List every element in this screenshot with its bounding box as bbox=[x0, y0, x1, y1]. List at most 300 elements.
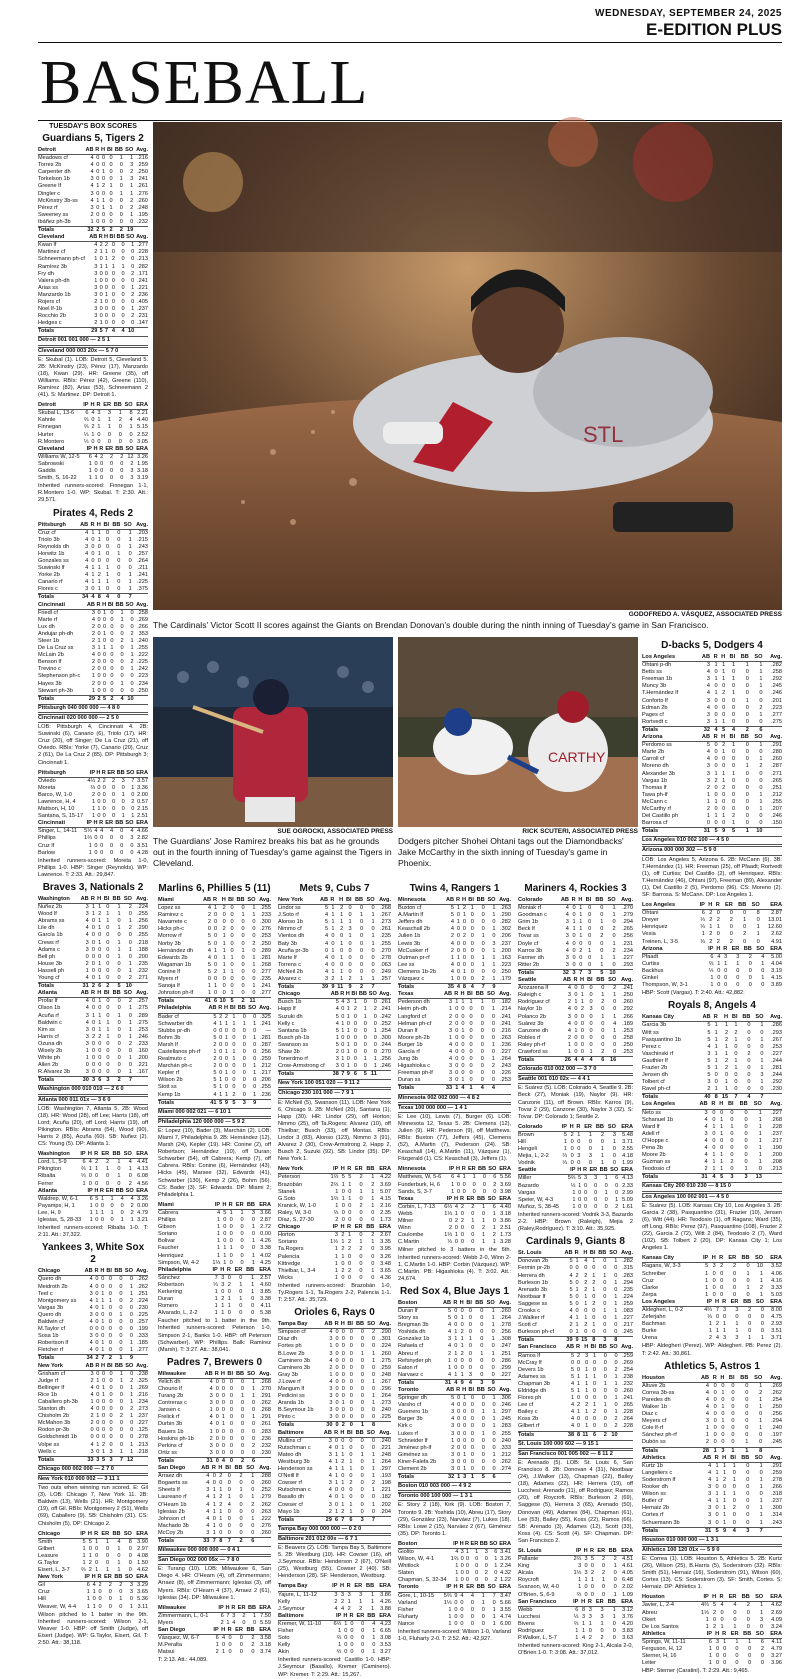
pitcher-row: Finnegan ⅔ 2 1 1 0 1 5.15 bbox=[38, 424, 148, 431]
batter-row: Horwitz 1b 4 0 1 0 1 0 .257 bbox=[38, 550, 148, 557]
batter-row: Judge rf 2 1 0 0 1 2 .325 bbox=[38, 1377, 148, 1384]
batter-row: Jiménez ph-lf 2 0 0 0 0 0 .333 bbox=[398, 1444, 511, 1451]
batter-row: McCoy 2b 3 1 0 0 0 0 .260 bbox=[158, 1529, 271, 1536]
batter-row: Robertson lf 4 0 1 0 0 1 .185 bbox=[38, 1340, 148, 1347]
batter-row: Edman 2b 4 0 0 0 0 2 .223 bbox=[642, 704, 782, 711]
pitcher-row: Cruz lf 1 0 0 0 0 0 3.51 bbox=[38, 842, 148, 849]
batter-row: Fortes ph 1 0 0 0 0 0 .224 bbox=[278, 1343, 391, 1350]
pitching-table-away bbox=[38, 1151, 148, 1187]
totals-row: Totals 28 1 3 1 1 8 bbox=[642, 1447, 782, 1455]
pitcher-row: Phillips 1 0 0 0 0 2.87 bbox=[158, 1217, 271, 1224]
box-score-g12 bbox=[518, 1236, 633, 1657]
batter-row: Cole lf-rf 1 0 0 0 0 1 .240 bbox=[642, 1425, 782, 1432]
batter-row: Helman ph-cf 2 0 0 0 0 0 .241 bbox=[398, 1020, 511, 1027]
pitcher-row: Soto ⅔ 0 0 0 1 3.08 bbox=[278, 1635, 391, 1642]
pitching-header: Colorado IP H R ER BB SO ERA bbox=[518, 1123, 633, 1130]
pitching-header: New York IP H R ER BB ERA bbox=[278, 1166, 391, 1173]
pitcher-row: Varland 1⅓ 0 0 0 1 0 5.66 bbox=[398, 1599, 511, 1606]
pitcher-row: Webb 1⅓ 1 0 0 0 1 3.18 bbox=[398, 1210, 511, 1217]
pitcher-row: Oviedo 4⅓ 2 2 2 3 7 3.57 bbox=[38, 777, 148, 784]
pitcher-row: Faucher 1 1 1 0 0 3.38 bbox=[158, 1245, 271, 1252]
batter-row: Quero dh 3 0 0 0 1 0 .225 bbox=[38, 1311, 148, 1318]
batting-table-away bbox=[398, 1300, 511, 1387]
batting-table-away bbox=[398, 897, 511, 991]
pitcher-row: Pfaadt 6 4 3 3 2 4 5.00 bbox=[642, 953, 782, 960]
pitcher-row: Ginkel 1 0 0 0 0 1 4.15 bbox=[642, 975, 782, 982]
batter-row: Baldwin cf 4 0 1 0 0 0 .257 bbox=[38, 1318, 148, 1325]
batter-row: Rortvedt c 3 1 1 0 0 0 .275 bbox=[642, 718, 782, 725]
pitcher-row: Fisher 1 0 0 0 0 1 3.55 bbox=[398, 1606, 511, 1613]
game-notes: LOB: Washington 7, Atlanta 5. 2B: Wood (18). HR: Wood (28), off Lee; Harris (18), off Lord; Acuña (20), off Lord; Harris (19), off Pikington. RBIs: Abrams (54), Wood (90), Harris 2 (85), Acuña (60). SB: Nuñez (2). CS: Young (5). DP: Atlanta 1. bbox=[38, 1105, 148, 1148]
totals-row: Totals 35 4 8 4 7 9 bbox=[398, 984, 511, 992]
pitcher-row: Clarke 1 0 0 0 1 2 3.33 bbox=[642, 1284, 782, 1291]
batter-row: Diaz c 4 0 0 0 0 0 .256 bbox=[642, 1411, 782, 1418]
batter-row: Edwards 2b 4 0 1 1 0 1 .281 bbox=[158, 954, 271, 961]
game-headline: Braves 3, Nationals 2 bbox=[42, 882, 144, 893]
batter-row: Stott ss 5 1 0 0 0 0 .255 bbox=[158, 1084, 271, 1091]
batter-row: Perdomo ss 5 0 2 1 0 1 .291 bbox=[642, 742, 782, 749]
batter-row: Harris cf 3 2 2 1 0 1 .246 bbox=[38, 1033, 148, 1040]
batter-row: Rutschman c 4 0 1 0 0 0 .221 bbox=[278, 1444, 391, 1451]
batter-row: Gilbert rf 4 0 1 0 0 2 .228 bbox=[518, 1423, 633, 1430]
batter-row: B.Lowe 2b 3 0 0 0 1 1 .260 bbox=[278, 1350, 391, 1357]
game-headline: Red Sox 4, Blue Jays 1 bbox=[400, 1285, 509, 1297]
pitching-table-home bbox=[642, 1299, 782, 1343]
batter-row: Alexander 3b 3 1 1 1 0 0 .271 bbox=[642, 770, 782, 777]
left-photo bbox=[153, 637, 393, 827]
pitcher-row: Myers 2 1 4 0 0 5.59 bbox=[158, 1619, 271, 1626]
pitching-table-home bbox=[278, 1613, 391, 1657]
batter-row: Ibáñez ph-3b 1 0 0 0 0 0 .232 bbox=[38, 218, 148, 225]
game-headline: Marlins 6, Phillies 5 (11) bbox=[158, 883, 271, 894]
batter-row: Devers 1b 5 0 1 0 0 2 .254 bbox=[518, 1366, 633, 1373]
batter-row: Durbin 3b 4 0 1 0 0 0 .261 bbox=[158, 1421, 271, 1428]
totals-row: Totals 33 3 5 3 7 12 bbox=[38, 1456, 148, 1464]
batter-row: House 3b 2 0 1 0 0 1 .235 bbox=[38, 960, 148, 967]
batter-row: Raleigh c 3 0 1 0 1 1 .250 bbox=[518, 992, 633, 999]
pitcher-row: Phillips 1⅔ 0 0 0 0 3 2.82 bbox=[38, 835, 148, 842]
pitching-header: Pittsburgh IP H R ER BB SO ERA bbox=[38, 769, 148, 776]
batter-row: García rf 4 0 0 0 0 0 .227 bbox=[398, 1048, 511, 1055]
box-score-g13 bbox=[642, 640, 782, 997]
batter-row: Bauers 1b 1 0 0 0 0 0 .283 bbox=[158, 1428, 271, 1435]
pitcher-row: Vásquez, W, 6-7 6 4 0 0 2 3.58 bbox=[158, 1635, 271, 1642]
batter-row: Teodosio cf 2 1 1 0 1 0 .213 bbox=[642, 1166, 782, 1173]
batter-row: Outman pr-rf 1 1 0 0 1 1 .163 bbox=[398, 954, 511, 961]
pitching-table-away bbox=[642, 902, 782, 946]
pitching-header: Toronto IP H R ER BB SO ERA bbox=[398, 1584, 511, 1591]
batting-header: Kansas City AB R H BI BB SO Avg. bbox=[642, 1014, 782, 1021]
batter-row: Polanco 2b 3 0 0 0 1 1 .266 bbox=[518, 1013, 633, 1020]
game-extra-notes: Inherited runners-scored: Castillo 1-0. HBP: J.Seymour (Basallo), Kremer (Caminero). WP: Kremer. T: 2:29. Att.: 15,267. bbox=[278, 1657, 391, 1678]
batter-row: Stephenson ph-c 1 0 0 0 0 0 .223 bbox=[38, 673, 148, 680]
edition-date: WEDNESDAY, SEPTEMBER 24, 2025 bbox=[595, 8, 782, 19]
totals-row: Totals 39 9 15 8 3 8 bbox=[518, 1337, 633, 1345]
batter-row: Langford cf 2 0 0 0 0 0 .241 bbox=[398, 1013, 511, 1020]
pitcher-row: Skubal L, 13-6 6 4 3 3 1 8 2.21 bbox=[38, 410, 148, 417]
batter-row: Montgomery ss 4 1 1 1 0 2 .224 bbox=[38, 1297, 148, 1304]
batter-row: Hicks ph-c 0 0 2 0 0 0 .276 bbox=[158, 926, 271, 933]
game-notes: E: Correa (1). LOB: Houston 5, Athletics 5. 2B: Kurtz (26), Wilson (25), B.Harris (5), Soderstrom (32). RBIs: Smith (51), Hernaiz (16), Soderstrom (91), Wilson (60), Cortes (13). CS: Soderstrom (3). SF: Smith, Cortes. S: Hernaiz. DP: Athletics 1. bbox=[642, 1555, 782, 1591]
batter-row: Morrow rf 5 0 1 0 0 0 .253 bbox=[158, 933, 271, 940]
batter-row: Valera ph-dh 1 0 0 0 0 0 .241 bbox=[38, 277, 148, 284]
pitcher-row: Fluharty 1 0 0 0 0 1 4.74 bbox=[398, 1613, 511, 1620]
batter-row: Nuñez 2b 3 1 1 0 1 2 .224 bbox=[38, 904, 148, 911]
batter-row: Allen 2b 0 0 0 0 0 0 .221 bbox=[38, 1062, 148, 1069]
pitcher-row: Giolito 4 3 1 1 3 6 3.41 bbox=[398, 1548, 511, 1555]
batter-row: Higashioka c 3 0 0 0 0 2 .243 bbox=[398, 1063, 511, 1070]
totals-row: Totals 29 2 5 2 4 10 bbox=[38, 695, 148, 703]
box-score-g2 bbox=[38, 508, 148, 880]
right-photo-image bbox=[398, 637, 638, 827]
batter-row: Crow-Armstrong cf 3 0 1 0 0 1 .246 bbox=[278, 1063, 391, 1070]
batter-row: Story ss 5 0 1 0 0 1 .264 bbox=[398, 1315, 511, 1322]
batter-row: Freeman 1b 3 1 1 1 0 1 .292 bbox=[642, 676, 782, 683]
batter-row: Hayes 3b 2 0 0 0 1 0 .234 bbox=[38, 680, 148, 687]
batter-row: Rutschman c 4 0 0 0 0 1 .221 bbox=[278, 1487, 391, 1494]
totals-row: Totals 29 6 7 6 3 7 bbox=[278, 1516, 391, 1524]
batter-row: Moreno dh 3 0 0 0 1 2 .287 bbox=[642, 763, 782, 770]
batter-row: Nootbaar lf 5 0 1 0 0 1 .224 bbox=[518, 1293, 633, 1300]
pitcher-row: P.Walker, L, 5-7 1 4 2 2 0 3.63 bbox=[518, 1635, 633, 1642]
pitcher-row: Miller 5⅔ 5 3 3 1 6 4.13 bbox=[518, 1175, 633, 1182]
pitching-header: Cleveland IP H R ER BB SO ERA bbox=[38, 445, 148, 452]
game-headline: Mariners 4, Rockies 3 bbox=[524, 883, 627, 894]
batter-row: Marchán ph-c 2 0 0 0 0 1 .212 bbox=[158, 1063, 271, 1070]
pitcher-row: Ta.Rogers 1 2 2 2 0 3.95 bbox=[278, 1246, 391, 1253]
batting-table-away bbox=[158, 1371, 271, 1465]
pitcher-row: Pikington ⅔ 1 1 1 0 1 4.13 bbox=[38, 1166, 148, 1173]
game-notes: Two outs when winning run scored. E: Gil (3). LOB: Chicago 7, New York 11. 2B: Baldwin (13), Wells (21). HR: Montgomery (19), off Gil. RBIs: Montgomery 2 (51), Wells (69), Caballero (9). SB: Chisholm (31). CS: Chisholm (5). DP: Chicago 2. bbox=[38, 1485, 148, 1527]
batter-row: Baldwin c 4 0 1 1 0 1 .275 bbox=[38, 1019, 148, 1026]
linescore-home: Chicago 230 101 000 — 7 9 1 bbox=[278, 1089, 391, 1098]
batter-row: Mateo dh 3 1 1 0 1 1 .248 bbox=[278, 1451, 391, 1458]
batter-row: Bogaerts ss 4 0 0 0 0 0 .260 bbox=[158, 1480, 271, 1487]
batter-row: Caballero ph-3b 1 0 0 0 0 1 .234 bbox=[38, 1399, 148, 1405]
game-extra-notes: T: 2:13. Att.: 44,089. bbox=[158, 1657, 208, 1664]
batter-row: Duran lf 3 0 1 0 0 0 .216 bbox=[398, 1027, 511, 1034]
batter-row: Doyle cf 4 0 0 0 0 1 .231 bbox=[518, 940, 633, 947]
batter-row: Ohtani p-dh 3 1 1 1 1 1 .282 bbox=[642, 662, 782, 669]
batter-row: Moore ph-2b 1 0 0 0 0 0 .263 bbox=[398, 1034, 511, 1041]
batter-row: Cowser cf 3 0 1 1 0 1 .202 bbox=[278, 1501, 391, 1508]
batting-header: Miami AB R H BI BB SO Avg. bbox=[158, 897, 271, 903]
main-photo-credit: GODOFREDO A. VÁSQUEZ, ASSOCIATED PRESS bbox=[628, 611, 782, 618]
pitcher-row: Wicks 1 0 0 0 0 4.36 bbox=[278, 1274, 391, 1281]
pitching-header: Texas IP H R ER BB SO ERA bbox=[398, 1195, 511, 1202]
batter-row: Busch 1b 5 4 3 1 0 0 .261 bbox=[278, 999, 391, 1006]
batter-row: Lewis 3b 4 0 0 0 0 3 .237 bbox=[398, 940, 511, 947]
pitcher-row: Ragans, W, 3-3 5 3 2 2 0 10 3.52 bbox=[642, 1263, 782, 1270]
batter-row: Jensen dh 5 0 0 0 0 3 .244 bbox=[642, 1072, 782, 1079]
pitcher-row: Coulombe 1⅓ 1 0 0 1 2 1.73 bbox=[398, 1232, 511, 1239]
batter-row: Rodon pr-3b 0 0 0 0 0 0 .125 bbox=[38, 1427, 148, 1434]
pitcher-row: O'Brien, S, 6-9 ⅔ 0 0 0 1 1.09 bbox=[518, 1591, 633, 1598]
pitcher-row: Funderburk, H, 6 1 0 0 0 0 2 3.69 bbox=[398, 1181, 511, 1188]
batter-row: Herrera dh 4 2 2 1 1 0 .283 bbox=[518, 1272, 633, 1279]
batting-table-home bbox=[398, 991, 511, 1092]
pitcher-row: Kremer, W, 11-10 6⅔ 1 0 0 4 4.23 bbox=[278, 1620, 391, 1627]
totals-row: Totals 33 1 4 1 4 4 bbox=[398, 1085, 511, 1093]
totals-row: Totals 31 5 9 5 1 10 bbox=[642, 828, 782, 836]
batter-row: Wisely 2b 1 0 0 0 0 0 .160 bbox=[38, 1047, 148, 1054]
batter-row: Mullins cf 3 0 0 0 0 0 .240 bbox=[278, 1437, 391, 1444]
batting-header: Philadelphia AB R H BI BB SO Avg. bbox=[158, 1005, 271, 1012]
pitcher-row: Ferguson, H, 12 1 0 0 0 0 2 4.79 bbox=[642, 1646, 782, 1652]
batter-row: Kemp 1b 4 1 1 2 0 1 .236 bbox=[158, 1091, 271, 1098]
batter-row: Hedges c 2 1 0 0 0 0 .147 bbox=[38, 320, 148, 327]
batter-row: Machado 3b 4 1 0 0 0 0 .276 bbox=[158, 1522, 271, 1529]
game-extra-notes: Inherited runners-scored: Brazobán 1-0, Ty.Rogers 1-1, Ta.Rogers 2-2, Palencia 1-1. T: 2:57. Att.: 35,729. bbox=[278, 1282, 391, 1304]
pitcher-row: Gil 6 4 2 2 2 3 3.29 bbox=[38, 1582, 148, 1589]
pitching-table-away bbox=[398, 1541, 511, 1585]
right-photo bbox=[398, 637, 638, 827]
pitching-table-away bbox=[518, 1548, 633, 1599]
pitcher-row: Eisert, L, 3-7 ⅔ 2 1 1 1 0 4.62 bbox=[38, 1567, 148, 1574]
totals-row: Totals 41 6 10 5 2 11 bbox=[158, 998, 271, 1006]
left-photo-caption: The Guardians' Jose Ramirez breaks his bat as he grounds out in the fourth inning of Tuesday's game against the Tigers in Cleveland. bbox=[153, 836, 392, 868]
pitcher-row: Lord, L, 5-9 6 4 2 2 1 4 4.41 bbox=[38, 1159, 148, 1166]
batter-row: Canzone dh 4 1 0 0 0 1 .253 bbox=[518, 1027, 633, 1034]
pitcher-row: Lucchesi ⅓ 3 3 3 1 3.76 bbox=[518, 1613, 633, 1620]
pitching-table-home bbox=[398, 1196, 511, 1247]
pitcher-row: Wilson, W, 4-1 1⅔ 0 0 0 0 1 3.26 bbox=[398, 1556, 511, 1563]
totals-row: Totals 31 2 6 2 5 10 bbox=[38, 983, 148, 991]
pitcher-row: Waldrep, W, 6-1 6 5 1 1 4 4 3.26 bbox=[38, 1195, 148, 1202]
batter-row: Suzuki dh 5 0 1 0 1 0 .242 bbox=[278, 1013, 391, 1020]
batter-row: Tawa ph-lf 1 0 0 0 0 1 .212 bbox=[642, 791, 782, 798]
batter-row: Rodríguez cf 2 1 1 0 2 0 .260 bbox=[518, 999, 633, 1006]
batter-row: Kiner-Falefa 2b 3 0 0 0 0 0 .262 bbox=[398, 1458, 511, 1465]
batter-row: Suwinski lf 4 1 1 1 0 0 .211 bbox=[38, 565, 148, 572]
batter-row: Eaton rf 1 0 0 0 0 0 .299 bbox=[398, 1364, 511, 1371]
game-notes: LOB: Pittsburgh 4, Cincinnati 4. 2B: Suwinski (6), Canario (6), Triolo (17). HR: Cruz (20), off Singer; De La Cruz (21), off Oviedo. RBIs: Yorke (7), Canario (20), Cruz 2 (61), De La Cruz 2 (85). DP: Pittsburgh 3; Cincinnati 1. bbox=[38, 724, 148, 766]
batter-row: Mayo 1b 2 1 2 1 0 0 .204 bbox=[278, 1508, 391, 1515]
batting-table-home bbox=[158, 1005, 271, 1106]
pitcher-row: Sands, S, 3-7 1 0 0 0 0 0 3.98 bbox=[398, 1188, 511, 1195]
batter-row: Ritter 2b 3 0 0 0 1 0 .293 bbox=[518, 961, 633, 968]
batter-row: Wilson ss 3 1 1 1 0 0 .318 bbox=[642, 1491, 782, 1498]
linescore-home: Athletics 100 120 01x — 5 9 0 bbox=[642, 1546, 782, 1555]
batter-row: Yelich dh 4 0 0 0 0 1 .268 bbox=[158, 1378, 271, 1385]
batter-row: Schneider lf 1 0 0 0 0 0 .240 bbox=[398, 1437, 511, 1444]
linescore-home: San Francisco 001 005 002 — 8 11 2 bbox=[518, 1450, 633, 1459]
batter-row: Marte rf 4 0 0 0 1 0 .269 bbox=[38, 616, 148, 623]
batter-row: Rice 1b 4 0 1 0 0 1 .216 bbox=[38, 1391, 148, 1398]
batter-row: Koss 2b 4 0 0 0 0 2 .264 bbox=[518, 1416, 633, 1423]
pitcher-row: Schreiber 1 0 0 0 1 1 4.06 bbox=[642, 1270, 782, 1277]
batter-row: Fry dh 3 0 0 0 0 2 .171 bbox=[38, 270, 148, 277]
batter-row: Hoskins ph-1b 2 0 0 0 0 0 .236 bbox=[158, 1435, 271, 1442]
batter-row: Arias ss 3 0 0 0 0 1 .221 bbox=[38, 284, 148, 291]
main-photo-image bbox=[153, 122, 782, 610]
batter-row: Schanuel 1b 4 0 1 0 0 1 .268 bbox=[642, 1116, 782, 1123]
batter-row: Meyers cf 3 0 1 0 0 1 .294 bbox=[642, 1418, 782, 1425]
batting-header: New York AB R H BI BB SO Avg. bbox=[38, 1362, 148, 1369]
main-photo bbox=[153, 122, 782, 610]
pitcher-row: Javier, L, 2-4 4⅔ 5 4 4 2 1 4.62 bbox=[642, 1602, 782, 1609]
batting-header: Tampa Bay AB R H BI BB SO Avg. bbox=[278, 1321, 391, 1328]
pitcher-row: Dreyer ⅓ 2 2 2 1 0 13.01 bbox=[642, 917, 782, 924]
batting-header: Seattle AB R H BI BB SO Avg. bbox=[518, 977, 633, 984]
game-notes: E: Turang (10). LOB: Milwaukee 6, San Diego 4. HR: O'Hearn (4), off Zimmermann; Arraez (8), off Zimmermann; Iglesias (3), off Myers. RBIs: O'Hearn 4 (37), Arraez 2 (61), Iglesias (34). DP: Milwaukee 1. bbox=[158, 1566, 271, 1601]
pitcher-row: Williams W, 12-5 6 4 2 2 2 12 3.26 bbox=[38, 453, 148, 460]
totals-row: Totals 38 8 11 6 2 10 bbox=[518, 1431, 633, 1439]
batter-row: Schuemann 3b 3 0 1 0 0 1 .243 bbox=[642, 1519, 782, 1526]
pitching-header: Miami IP H R ER BB ERA bbox=[158, 1201, 271, 1208]
batter-row: Lopez ss 4 1 2 0 0 1 .255 bbox=[158, 905, 271, 912]
batter-row: Santana 1b 5 1 1 0 0 1 .254 bbox=[278, 1027, 391, 1034]
batter-row: O'Hearn 1b 4 1 2 4 0 2 .262 bbox=[158, 1501, 271, 1508]
batter-row: Flores c 3 0 1 0 0 1 .375 bbox=[38, 586, 148, 593]
batter-row: Schwarber dh 4 1 1 1 1 1 .241 bbox=[158, 1020, 271, 1027]
batter-row: Alonso 1b 5 1 1 1 0 1 .273 bbox=[278, 919, 391, 926]
batting-table-home bbox=[518, 977, 633, 1064]
pitcher-row: Soriano 1⅓ 1 2 1 1 3.35 bbox=[278, 1239, 391, 1246]
pitcher-row: Leasure 1 1 0 0 0 0 4.08 bbox=[38, 1552, 148, 1559]
pitcher-row: Horton 3 2 1 0 2 2.67 bbox=[278, 1232, 391, 1239]
box-col-4 bbox=[398, 880, 511, 1643]
batter-row: Vientos dh 4 0 0 1 0 1 .235 bbox=[278, 933, 391, 940]
batting-header: Cincinnati AB R H BI BB SO Avg. bbox=[38, 601, 148, 608]
pitcher-row: Cabrera 4 5 1 1 3 3.66 bbox=[158, 1209, 271, 1216]
batter-row: J.Soto rf 4 1 1 0 1 1 .267 bbox=[278, 912, 391, 919]
game-extra-notes: Wilson pitched to 1 batter in the 9th. Inherited runners-scored: Wilson 2-1, Weaver 1-0. HBP: off Smith (Judge), off Eisert (Judge). WP: G.Taylor, Eisert, Gil. T: 2:50. Att.: 38,118. bbox=[38, 1611, 148, 1646]
batter-row: Garcia 3b 5 1 1 1 0 1 .286 bbox=[642, 1022, 782, 1029]
batter-row: Correa 3b-ss 4 0 1 0 0 2 .262 bbox=[642, 1389, 782, 1396]
batting-table-home bbox=[278, 991, 391, 1078]
batter-row: Torres 2b 4 0 0 0 0 3 .259 bbox=[38, 162, 148, 169]
batter-row: White ph 1 0 0 0 0 1 .200 bbox=[38, 1055, 148, 1062]
linescore-home: Seattle 001 010 02x — 4 4 1 bbox=[518, 1075, 633, 1084]
linescore-away: Colorado 010 002 000 — 3 7 0 bbox=[518, 1065, 633, 1074]
batter-row: R.Alvarez 3b 3 0 0 0 0 1 .167 bbox=[38, 1069, 148, 1076]
game-headline: Mets 9, Cubs 7 bbox=[299, 883, 370, 894]
batter-row: Rooker dh 3 0 0 0 0 1 .266 bbox=[642, 1484, 782, 1491]
pitcher-row: Winn 2 0 0 0 2 1 2.51 bbox=[398, 1225, 511, 1232]
pitcher-row: Sabrowski 1 0 0 0 0 2 1.95 bbox=[38, 460, 148, 467]
batter-row: Basallo dh 4 0 1 0 0 0 .182 bbox=[278, 1494, 391, 1501]
batter-row: Wagaman 1b 5 0 1 0 0 1 .268 bbox=[158, 961, 271, 968]
box-col-6 bbox=[642, 637, 782, 1675]
pitcher-row: Cruz 1 1 0 0 0 3 3.65 bbox=[38, 1589, 148, 1596]
batter-row: Laureano rf 4 1 2 1 0 1 .279 bbox=[158, 1494, 271, 1501]
totals-row: Totals 38 7 9 6 5 11 bbox=[278, 1071, 391, 1079]
pitching-table-away bbox=[398, 1166, 511, 1195]
linescore-away: Miami 000 002 021 — 6 10 1 bbox=[158, 1108, 271, 1117]
batter-row: Norby 3b 5 0 1 0 0 2 .250 bbox=[158, 940, 271, 947]
batter-row: Yoshida dh 4 1 2 0 0 0 .256 bbox=[398, 1329, 511, 1336]
linescore-away: Houston 010 000 000 — 1 3 1 bbox=[642, 1536, 782, 1545]
pitcher-row: Kittredge 1 0 0 0 0 3.48 bbox=[278, 1260, 391, 1267]
batter-row: Pérez rf 3 0 1 1 0 2 .248 bbox=[38, 204, 148, 211]
game-notes: E: Skubal (1). LOB: Detroit 5, Cleveland 5. 2B: McKinstry (23), Pérez (17), Manzardo (18), Kwan (29). HR: Greene (35), off Williams. RBIs: Pérez (42), Greene (110), Ramírez (82), Arias (53), Schneemann 2 (41). S: Martinez. DP: Detroit 1. bbox=[38, 356, 148, 399]
linescore-home: Cleveland 000 003 20x — 5 7 0 bbox=[38, 347, 148, 356]
batter-row: Karros 3b 4 0 2 1 0 2 .234 bbox=[518, 947, 633, 954]
batter-row: Burleson 1b 5 0 2 2 0 1 .294 bbox=[518, 1279, 633, 1286]
game-extra-notes: HBP: Sterner (Caratini). T: 2:29. Att.: 9,465. bbox=[642, 1668, 750, 1675]
pitcher-row: M.Peralta 1 0 0 0 2 3.18 bbox=[158, 1642, 271, 1649]
batter-row: Gonzales ss 4 0 0 0 0 0 .264 bbox=[38, 557, 148, 564]
linescore-away: Milwaukee 000 000 000 — 0 4 1 bbox=[158, 1546, 271, 1555]
batting-header: Minnesota AB R H BI BB SO Avg. bbox=[398, 897, 511, 903]
batter-row: Rojers cf 2 1 0 0 0 0 .405 bbox=[38, 298, 148, 305]
pitching-header: Seattle IP H R ER BB SO ERA bbox=[518, 1167, 633, 1174]
right-photo-credit: RICK SCUTERI, ASSOCIATED PRESS bbox=[522, 828, 638, 835]
pitcher-row: Zimmermann, L, 0-1 6 7 3 2 1 7.50 bbox=[158, 1612, 271, 1619]
pitcher-row: Bivens ⅔ 1 1 1 0 4.20 bbox=[518, 1620, 633, 1627]
batter-row: Steer 1b 2 1 0 0 2 1 .240 bbox=[38, 638, 148, 644]
pitching-table-home bbox=[38, 446, 148, 482]
batter-row: McMahon 3b 2 0 0 0 0 0 .227 bbox=[38, 1420, 148, 1427]
box-score-g11 bbox=[518, 883, 633, 1233]
linescore-away: Kansas City 200 010 230 — 8 15 0 bbox=[642, 1182, 782, 1191]
batter-row: Barger 3b 4 0 0 0 0 1 .245 bbox=[398, 1416, 511, 1423]
batter-row: Ozuna dh 3 0 0 0 0 2 .233 bbox=[38, 1040, 148, 1047]
totals-row: Totals 30 3 6 3 2 7 bbox=[38, 1077, 148, 1085]
batter-row: Myers rf 0 0 0 0 0 0 .235 bbox=[158, 976, 271, 983]
batter-row: Cowser rf 3 1 1 2 0 2 .198 bbox=[278, 1480, 391, 1487]
pitcher-row: Matthews, W, 5-6 6 4 1 1 0 6 5.56 bbox=[398, 1174, 511, 1181]
batter-row: Conforto lf 3 0 0 0 1 0 .201 bbox=[642, 697, 782, 704]
pitching-table-home bbox=[642, 1631, 782, 1667]
pitcher-row: Corbin, L, 7-13 6⅔ 4 2 2 1 6 4.40 bbox=[398, 1203, 511, 1210]
batter-row: Ward lf 4 1 1 1 0 1 .228 bbox=[642, 1123, 782, 1130]
pitcher-row: Vodnik ⅓ 0 0 0 1 0 1.99 bbox=[518, 1160, 633, 1167]
pitching-header: Philadelphia IP H R ER BB ERA bbox=[158, 1266, 271, 1273]
batter-row: Bohm 3b 5 0 1 0 0 1 .281 bbox=[158, 1034, 271, 1041]
totals-row: Totals 30 0 2 0 1 8 bbox=[278, 1422, 391, 1430]
pitcher-row: Milner 0 2 2 1 1 0 3.86 bbox=[398, 1218, 511, 1225]
batter-row: Walker 1b 4 0 1 0 0 1 .250 bbox=[642, 1404, 782, 1410]
pitching-header: Los Angeles IP H R ER BB SO ERA bbox=[642, 902, 782, 909]
batter-row: Duran lf 5 0 0 0 0 1 .260 bbox=[398, 1307, 511, 1314]
batter-row: Kwan lf 4 2 2 0 0 1 .277 bbox=[38, 242, 148, 249]
pitching-header: Athletics IP H R ER BB SO ERA bbox=[642, 1630, 782, 1637]
pitching-table-home bbox=[158, 1267, 271, 1318]
batter-row: Flores ph 1 0 0 0 0 1 .241 bbox=[518, 1395, 633, 1402]
game-notes: E: Lee (10), Lewis (7), Burger (6). LOB: Minnesota 12, Texas 5. 2B: Clemens (12), Julien (9). HR: Pederson (9), off Matthews. RBIs: Buxton (77), Jeffers (45), Clemens (52), A.Martin (7), Pederson (24). SB: Keaschall (14), A.Martin (11), Vázquez (1), Fitzgerald (1). CS: Keaschall (3), Jeffers (1). bbox=[398, 1113, 511, 1163]
pitcher-row: Speier, W, 4-3 1 0 0 0 0 1 5.09 bbox=[518, 1196, 633, 1203]
game-extra-notes: HBP: Aldegheri (Perez). WP: Aldegheri. PB: Perez (2). T: 2:42. Att.: 30,861. bbox=[642, 1343, 782, 1357]
linescore-away: New York 100 051 020 — 9 11 2 bbox=[278, 1079, 391, 1088]
linescore-home: Philadelphia 120 000 000 — 5 9 2 bbox=[158, 1118, 271, 1127]
batting-header: Atlanta AB R H BI BB SO Avg. bbox=[38, 990, 148, 997]
batter-row: Fermin pr-2b 0 0 0 0 0 0 .315 bbox=[518, 1265, 633, 1272]
pitcher-row: Zeferjahn ⅓ 0 0 0 0 0 4.75 bbox=[642, 1314, 782, 1321]
game-headline: Guardians 5, Tigers 2 bbox=[42, 133, 144, 144]
pitcher-row: C.Martin ⅓ 0 0 0 1 1 3.28 bbox=[398, 1239, 511, 1246]
batter-row: Ortiz ss 3 0 0 0 0 0 .230 bbox=[158, 1449, 271, 1456]
pitching-header: Arizona IP H R ER BB SO ERA bbox=[642, 945, 782, 952]
pitcher-row: Abreu 1⅓ 2 0 0 0 1 2.69 bbox=[642, 1609, 782, 1616]
batter-row: Vargas 3b 4 0 1 0 0 0 .230 bbox=[38, 1304, 148, 1311]
pitcher-row: Bazardo ⅓ 1 0 0 0 0 2.33 bbox=[518, 1182, 633, 1189]
batter-row: Bader cf 5 2 2 1 0 0 .325 bbox=[158, 1013, 271, 1020]
batting-header: Baltimore AB R H BI BB SO Avg. bbox=[278, 1429, 391, 1436]
game-notes: E: Suárez (5). LOB: Kansas City 10, Los Angeles 3. 2B: Garcia 2 (38), Pasquantino (31), Frazier (10), Jensen (6), Witt (44). HR: Teodosio (1), off Ragans; Ward (35), off Long. RBIs: Perez (97), Pasquantino (108), Frazier 2 (22), Garcia 2 (72), Witt 2 (84), Teodosio 2 (7), Ward (102). SB: Tolbert 2 (20). DP: Kansas City 1; Los Angeles 1. bbox=[642, 1202, 782, 1252]
batter-row: Hernández dh 4 1 1 0 1 0 .289 bbox=[158, 947, 271, 954]
box-score-g5 bbox=[158, 883, 271, 1354]
batter-row: Greene lf 4 1 2 1 0 1 .261 bbox=[38, 183, 148, 190]
batter-row: Young cf 4 0 1 0 0 2 .271 bbox=[38, 975, 148, 982]
batter-row: Castellanos ph-rf 1 0 1 1 0 0 .256 bbox=[158, 1048, 271, 1055]
batter-row: Pages cf 3 0 0 0 0 1 .277 bbox=[642, 711, 782, 718]
batter-row: Barrosa cf 0 0 0 1 0 0 .150 bbox=[642, 820, 782, 827]
pitcher-row: Nance 1 0 0 0 0 1 6.00 bbox=[398, 1620, 511, 1627]
pitcher-row: Kelly 2 2 1 1 1 4.26 bbox=[278, 1598, 391, 1605]
pitcher-row: Bachman 1 2 1 1 0 0 2.93 bbox=[642, 1321, 782, 1328]
